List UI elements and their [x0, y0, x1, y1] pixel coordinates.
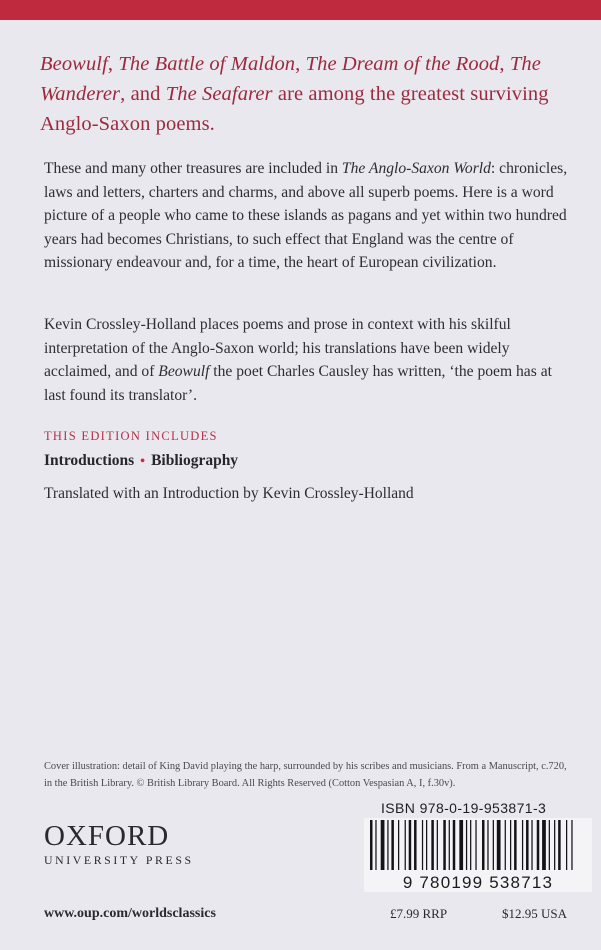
- blurb-sep: , and: [120, 83, 166, 105]
- cover-blurb: [40, 49, 580, 139]
- barcode-bar: [381, 820, 385, 870]
- barcode-bar: [470, 820, 471, 870]
- p1-text-c: : chronicles, laws and letters, charters and charms, and above all superb poems. Here is a word picture of a people who came to these islands as pagans and yet within two hundred years had becomes Christians, to such effect that England was the centre of missionary endeavour and, for a time, the heart of European civilization.: [44, 160, 568, 271]
- barcode-bar: [466, 820, 467, 870]
- barcode-bar: [459, 820, 463, 870]
- barcode-bar: [431, 820, 434, 870]
- barcode-bar: [391, 820, 394, 870]
- barcode-bar: [375, 820, 376, 870]
- p1-text-a: These and many other treasures are included in: [44, 160, 342, 177]
- publisher-url: www.oup.com/worldsclassics: [44, 906, 216, 921]
- description-paragraph-1: [44, 157, 574, 275]
- blurb-title-wanderer: The Wanderer: [40, 53, 541, 105]
- top-color-band: [0, 0, 601, 20]
- blurb-sep: ,: [107, 53, 119, 75]
- barcode-bar: [426, 820, 427, 870]
- publisher-logo-subtitle: UNIVERSITY PRESS: [44, 853, 194, 867]
- barcode-bar: [475, 820, 476, 870]
- barcode-bar: [542, 820, 546, 870]
- barcode-bar: [493, 820, 494, 870]
- barcode-bar: [537, 820, 540, 870]
- price-usd: $12.95 USA: [502, 906, 568, 921]
- blurb-sep: ,: [499, 53, 510, 75]
- edition-includes-list: [44, 452, 238, 470]
- barcode-digits: 9 780199 538713: [402, 873, 554, 892]
- barcode-bar: [443, 820, 446, 870]
- blurb-title-beowulf: Beowulf: [40, 53, 108, 75]
- barcode-bar: [558, 820, 561, 870]
- edition-item-introductions: Introductions: [44, 452, 135, 469]
- isbn-barcode: [364, 818, 592, 892]
- barcode-bar: [554, 820, 555, 870]
- cover-illustration-credit: Cover illustration: detail of King David playing the harp, surrounded by his scribes and musicians. From a Manuscript, c.720, in the British Library. © British Library Board. All Rights Reserved (Cotton Vespasian A, I, f.30v).: [44, 761, 567, 789]
- blurb-sep: ,: [295, 53, 306, 75]
- publisher-logo-oxford: OXFORD: [44, 820, 170, 852]
- blurb-title-dream-of-the-rood: The Dream of the Rood: [305, 53, 500, 75]
- bullet-separator: •: [140, 454, 146, 469]
- edition-item-bibliography: Bibliography: [151, 452, 239, 469]
- barcode-bar: [505, 820, 506, 870]
- barcode-bar: [414, 820, 417, 870]
- barcode-bar: [514, 820, 517, 870]
- barcode-bar: [522, 820, 523, 870]
- barcode-bar: [437, 820, 438, 870]
- blurb-title-seafarer: The Seafarer: [165, 83, 273, 105]
- barcode-bar: [422, 820, 423, 870]
- p1-book-title: The Anglo-Saxon World: [341, 160, 491, 177]
- barcode-bar: [449, 820, 450, 870]
- barcode-bar: [387, 820, 388, 870]
- description-paragraph-2: [44, 313, 574, 407]
- barcode-bar: [549, 820, 550, 870]
- blurb-title-maldon: The Battle of Maldon: [118, 53, 296, 75]
- p2-beowulf-title: Beowulf: [158, 363, 210, 380]
- barcode-bar: [487, 820, 488, 870]
- barcode-bar: [370, 820, 373, 870]
- barcode-bar: [409, 820, 412, 870]
- p2-text-a: Kevin Crossley-Holland places poems and prose in context with his skilful interpretation of the Anglo-Saxon world; his translations have been widely acclaimed, and of: [44, 316, 511, 380]
- barcode-bar: [571, 820, 572, 870]
- barcode-bar: [398, 820, 399, 870]
- edition-includes-heading: THIS EDITION INCLUDES: [44, 429, 218, 443]
- barcode-bar: [531, 820, 532, 870]
- barcode-bar: [526, 820, 529, 870]
- barcode-bar: [497, 820, 501, 870]
- isbn-label: ISBN 978-0-19-953871-3: [381, 800, 547, 816]
- price-gbp: £7.99 RRP: [390, 906, 448, 921]
- translator-credit: Translated with an Introduction by Kevin Crossley-Holland: [44, 485, 414, 502]
- blurb-ending: are among the greatest surviving Anglo-Saxon poems.: [40, 83, 549, 135]
- barcode-bar: [482, 820, 485, 870]
- barcode-bar: [405, 820, 406, 870]
- barcode-bar: [510, 820, 511, 870]
- p2-text-c: the poet Charles Causley has written, ‘the poem has at last found its translator’.: [44, 363, 552, 404]
- barcode-bar: [566, 820, 567, 870]
- barcode-bar: [453, 820, 456, 870]
